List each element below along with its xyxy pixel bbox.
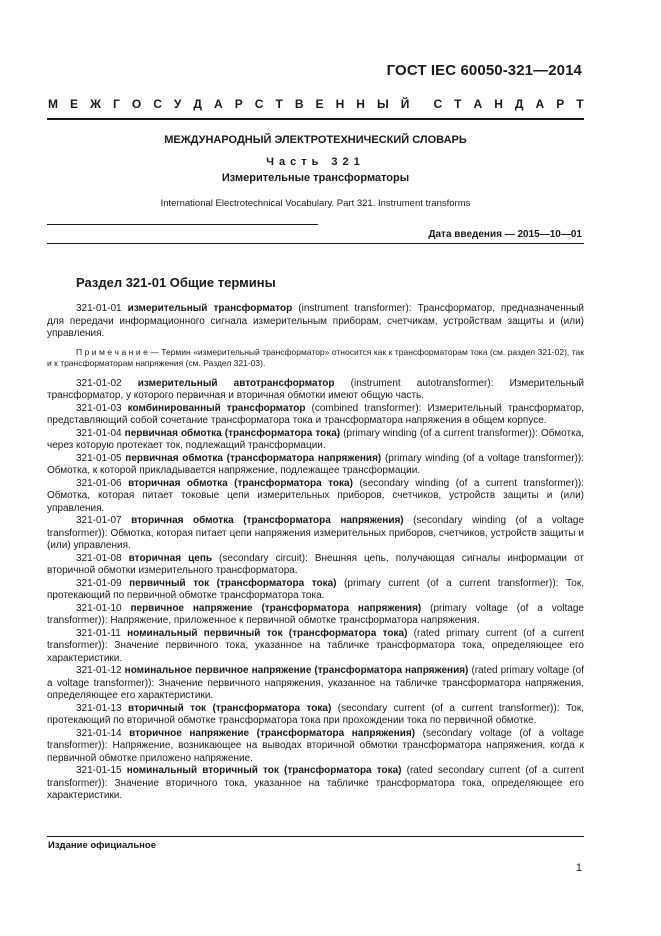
note-paragraph (47, 347, 584, 369)
term-code: 321-01-02 (76, 377, 122, 389)
term-name: номинальный первичный ток (трансформатора тока) (127, 627, 408, 639)
heading-letter: В (294, 97, 304, 111)
term-name: вторичная обмотка (трансформатора тока) (128, 477, 353, 489)
term-definition: (rated primary voltage (of a voltage transformer)): Значение первичного напряжения, указанное на табличке трансформатора напряжения, определяющее его характеристики. (47, 665, 584, 701)
page-number: 1 (575, 862, 582, 874)
term-code: 321-01-10 (76, 602, 122, 614)
term-name: измерительный трансформатор (127, 303, 293, 314)
term-definition: (secondary winding (of a voltage transformer)): Обмотка, которая питает цепи напряжения измерительных приборов, счетчиков, устройств защиты и (или) управления. (47, 515, 584, 551)
term-code: 321-01-15 (76, 765, 122, 776)
term-name: вторичная обмотка (трансформатора напряжения) (131, 515, 404, 526)
gost-code: ГОСТ IEC 60050-321—2014 (386, 62, 582, 79)
heading-letter: А (473, 97, 483, 111)
term-definition: (secondary circuit): Внешняя цепь, получающая сигналы информации от вторичной обмотки измерительного трансформатора. (47, 552, 584, 576)
term-definition: (primary voltage (of a voltage transformer)): Напряжение, приложенное к первичной обмотке трансформатора напряжения. (47, 602, 584, 626)
heading-letter: Й (400, 97, 410, 111)
date-divider (47, 243, 584, 244)
heading-letter: Р (234, 97, 243, 111)
header-divider (47, 118, 584, 120)
term-name: первичный ток (трансформатора тока) (129, 577, 337, 589)
term-entry (47, 303, 584, 341)
part-label: Часть 321 (266, 156, 365, 168)
term-definition: (rated primary current (of a current transformer)): Значение первичного тока, указанное на табличке трансформатора тока, определяющее его характеристики. (47, 627, 585, 664)
terms-body (47, 303, 584, 803)
heading-letter: Ы (376, 97, 389, 111)
term-code: 321-01-13 (76, 702, 122, 714)
term-definition: (secondary winding (of a current transformer)): Обмотка, которая питает токовые цепи измерительных приборов, счетчиков, устройств защиты и (или) управления. (47, 477, 585, 514)
heading-letter: Т (454, 97, 462, 111)
term-code: 321-01-07 (76, 515, 122, 526)
international-title: International Electrotechnical Vocabulary. Part 321. Instrument transforms (160, 198, 471, 209)
heading-letter: А (213, 97, 223, 111)
dictionary-title: МЕЖДУНАРОДНЫЙ ЭЛЕКТРОТЕХНИЧЕСКИЙ СЛОВАРЬ (164, 134, 467, 146)
heading-letter: М (48, 97, 58, 111)
term-name: номинальное первичное напряжение (трансформатора напряжения) (124, 665, 469, 676)
term-name: измерительный автотрансформатор (137, 377, 335, 389)
term-name: первичная обмотка (трансформатора напряжения) (125, 452, 382, 464)
term-code: 321-01-09 (76, 577, 122, 589)
term-entry (47, 603, 584, 628)
heading-letter: Е (315, 97, 324, 111)
term-definition: (secondary current (of a current transformer)): Ток, протекающий по вторичной обмотке трансформатора тока при прохождении тока по первичной обмотке. (47, 702, 584, 726)
heading-letter: Г (112, 97, 120, 111)
heading-letter: О (131, 97, 142, 111)
term-code: 321-01-03 (76, 402, 122, 414)
heading-letter: Д (193, 97, 202, 111)
term-name: вторичное напряжение (трансформатора напряжения) (129, 727, 416, 739)
term-code: 321-01-11 (76, 627, 121, 639)
term-entry (47, 728, 584, 766)
heading-letter: Т (275, 97, 283, 111)
term-entry (47, 378, 584, 403)
heading-letter: Т (576, 97, 584, 111)
heading-letter: С (153, 97, 162, 111)
heading-letter: Е (70, 97, 79, 111)
introduction-date: Дата введения — 2015—10—01 (428, 229, 582, 240)
term-code: 321-01-14 (76, 727, 122, 739)
term-name: комбинированный трансформатор (127, 402, 306, 414)
heading-letter: А (535, 97, 545, 111)
term-name: первичное напряжение (трансформатора напряжения) (130, 602, 422, 614)
heading-letter: Р (556, 97, 565, 111)
heading-letter: Н (335, 97, 345, 111)
term-entry (47, 578, 584, 603)
term-entry (47, 403, 584, 428)
term-code: 321-01-06 (76, 477, 122, 489)
term-name: первичная обмотка (трансформатора тока) (124, 427, 341, 439)
interstate-standard-heading (48, 97, 584, 111)
heading-letter: С (254, 97, 264, 111)
heading-letter: Н (494, 97, 503, 111)
term-code: 321-01-01 (76, 303, 122, 314)
term-definition: (primary winding (of a current transformer)): Обмотка, через которую протекает ток, подлежащий трансформации. (47, 427, 584, 451)
term-entry (47, 628, 584, 666)
edition-label: Издание официальное (48, 840, 156, 851)
term-definition: (rated secondary current (of a current transformer)): Значение вторичного тока, указанное на табличке трансформатора тока, определяющее его характеристики. (47, 765, 584, 801)
term-definition: (combined transformer): Измерительный трансформатор, представляющий собой сочетание трансформатора тока и трансформатора напряжения в общем корпусе. (47, 402, 585, 426)
heading-letter: Н (356, 97, 365, 111)
term-code: 321-01-12 (76, 665, 122, 676)
term-definition: (instrument autotransformer): Измерительный трансформатор, у которого первичная и вторичная обмотки имеют общую часть. (47, 377, 584, 401)
part-title: Измерительные трансформаторы (221, 172, 410, 184)
section-title: Раздел 321-01 Общие термины (76, 275, 276, 290)
note-text: — Термин «измерительный трансформатор» относится как к трансформаторам тока (см. раздел 321-02), так и к трансформаторам напряжения (см. Раздел 321-03). (47, 346, 584, 368)
term-entry (47, 478, 584, 516)
term-definition: (primary current (of a current transformer)): Ток, протекающий по первичной обмотке трансформатора тока. (47, 577, 584, 601)
heading-letter: С (433, 97, 443, 111)
heading-letter: У (173, 97, 182, 111)
term-definition: (primary winding (of a voltage transformer)): Обмотка, к которой прикладывается напряжение, подлежащее трансформации. (47, 452, 584, 476)
footer-divider (47, 836, 584, 837)
term-entry (47, 453, 584, 478)
term-entry (47, 428, 584, 453)
heading-letter: Ж (90, 97, 101, 111)
term-code: 321-01-05 (76, 452, 122, 464)
note-label: П р и м е ч а н и е (76, 346, 148, 357)
term-name: вторичная цепь (128, 552, 212, 564)
term-definition: (secondary voltage (of a voltage transformer)): Напряжение, возникающее на выводах вторичной обмотки трансформатора напряжения, когда к первичной обмотке приложено напряжение. (47, 727, 584, 764)
term-definition: (instrument transformer): Трансформатор, предназначенный для передачи информационного сигнала измерительным приборам, счетчикам, устройствам защиты и (или) управления. (47, 303, 585, 339)
term-entry (47, 553, 584, 578)
term-name: номинальный вторичный ток (трансформатора тока) (126, 765, 402, 776)
heading-letter: Д (514, 97, 524, 111)
term-entry (47, 765, 584, 803)
term-code: 321-01-04 (76, 427, 122, 439)
term-code: 321-01-08 (76, 552, 122, 564)
term-entry (47, 665, 584, 703)
term-name: вторичный ток (трансформатора тока) (128, 702, 332, 714)
term-entry (47, 515, 584, 553)
term-entry (47, 703, 584, 728)
title-divider (47, 224, 318, 225)
